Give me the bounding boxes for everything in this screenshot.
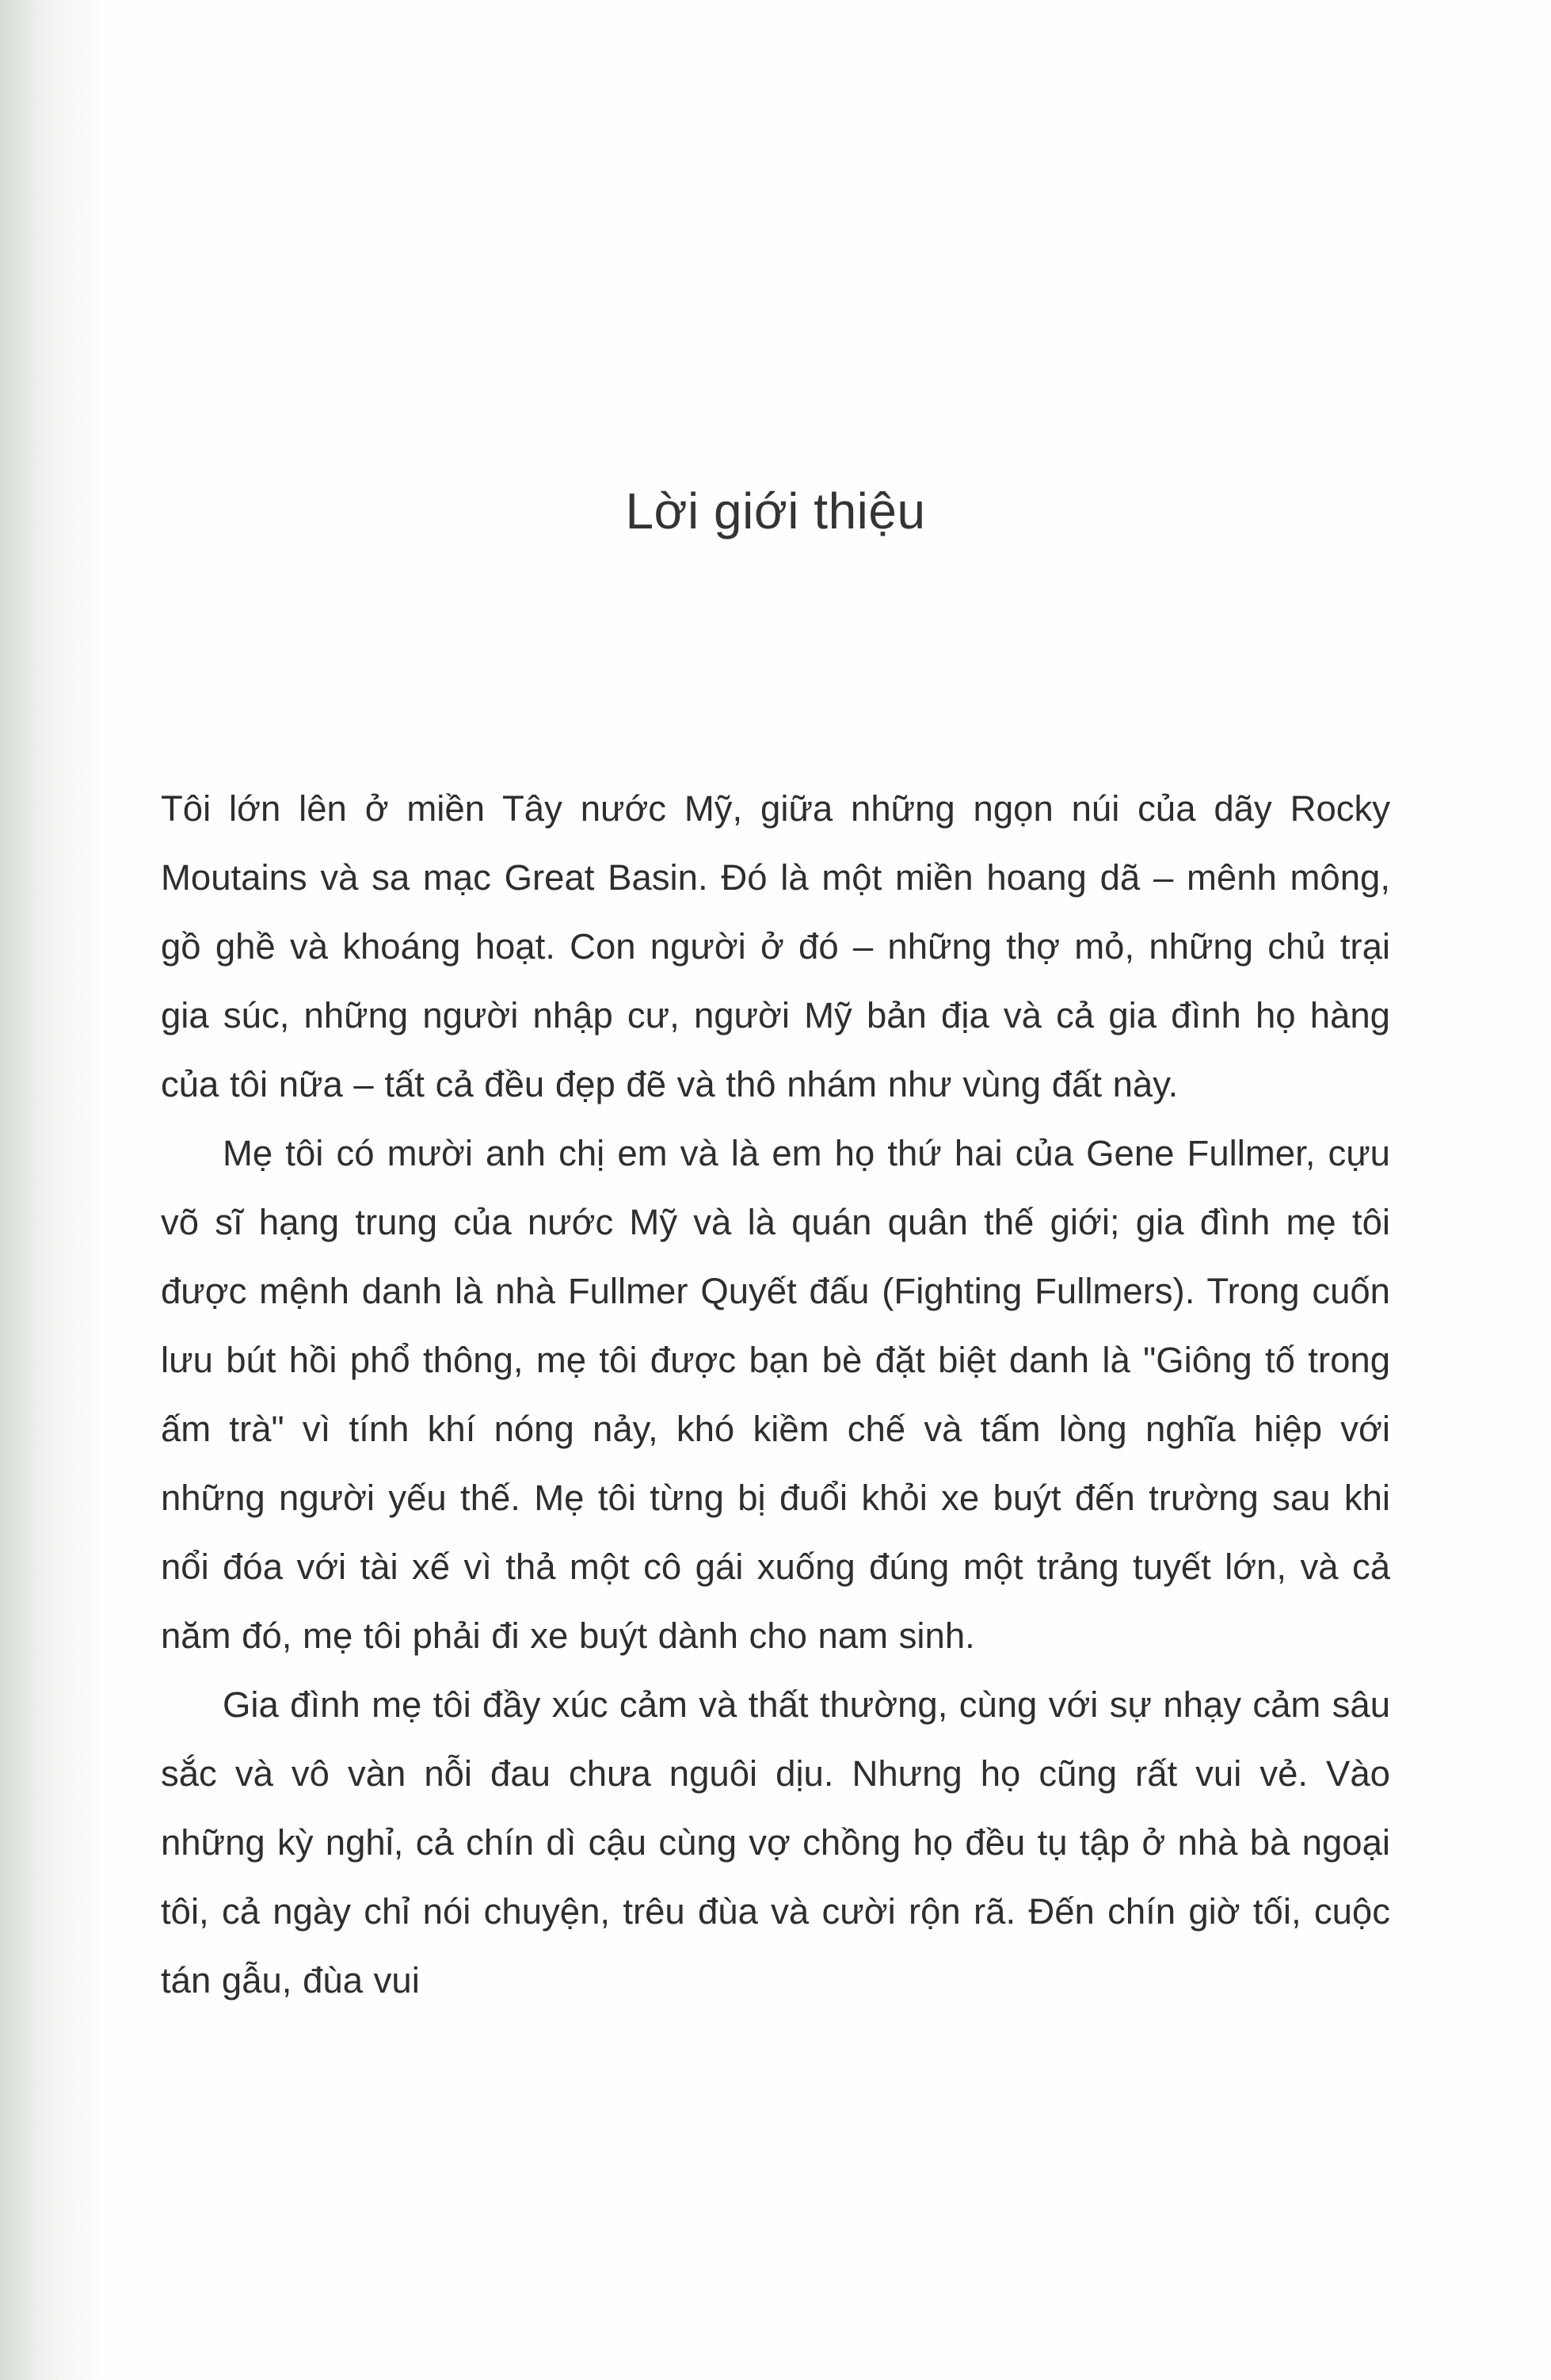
paragraph-1: Tôi lớn lên ở miền Tây nước Mỹ, giữa những ngọn núi của dãy Rocky Moutains và sa mạc Great Basin. Đó là một miền hoang dã – mênh mông, gồ ghề và khoáng hoạt. Con người ở đó – những thợ mỏ, những chủ trại gia súc, những người nhập cư, người Mỹ bản địa và cả gia đình họ hàng của tôi nữa – tất cả đều đẹp đẽ và thô nhám như vùng đất này. [161,788,1390,1104]
paragraph-2: Mẹ tôi có mười anh chị em và là em họ thứ hai của Gene Fullmer, cựu võ sĩ hạng trung của nước Mỹ và là quán quân thế giới; gia đình mẹ tôi được mệnh danh là nhà Fullmer Quyết đấu (Fighting Fullmers). Trong cuốn lưu bút hồi phổ thông, mẹ tôi được bạn bè đặt biệt danh là "Giông tố trong ấm trà" vì tính khí nóng nảy, khó kiềm chế và tấm lòng nghĩa hiệp với những người yếu thế. Mẹ tôi từng bị đuổi khỏi xe buýt đến trường sau khi nổi đóa với tài xế vì thả một cô gái xuống đúng một trảng tuyết lớn, và cả năm đó, mẹ tôi phải đi xe buýt dành cho nam sinh. [161,1133,1390,1656]
page-body [161,774,1390,2015]
paragraph-3: Gia đình mẹ tôi đầy xúc cảm và thất thường, cùng với sự nhạy cảm sâu sắc và vô vàn nỗi đau chưa nguôi dịu. Nhưng họ cũng rất vui vẻ. Vào những kỳ nghỉ, cả chín dì cậu cùng vợ chồng họ đều tụ tập ở nhà bà ngoại tôi, cả ngày chỉ nói chuyện, trêu đùa và cười rộn rã. Đến chín giờ tối, cuộc tán gẫu, đùa vui [161,1684,1390,2000]
chapter-title: Lời giới thiệu [625,482,926,540]
